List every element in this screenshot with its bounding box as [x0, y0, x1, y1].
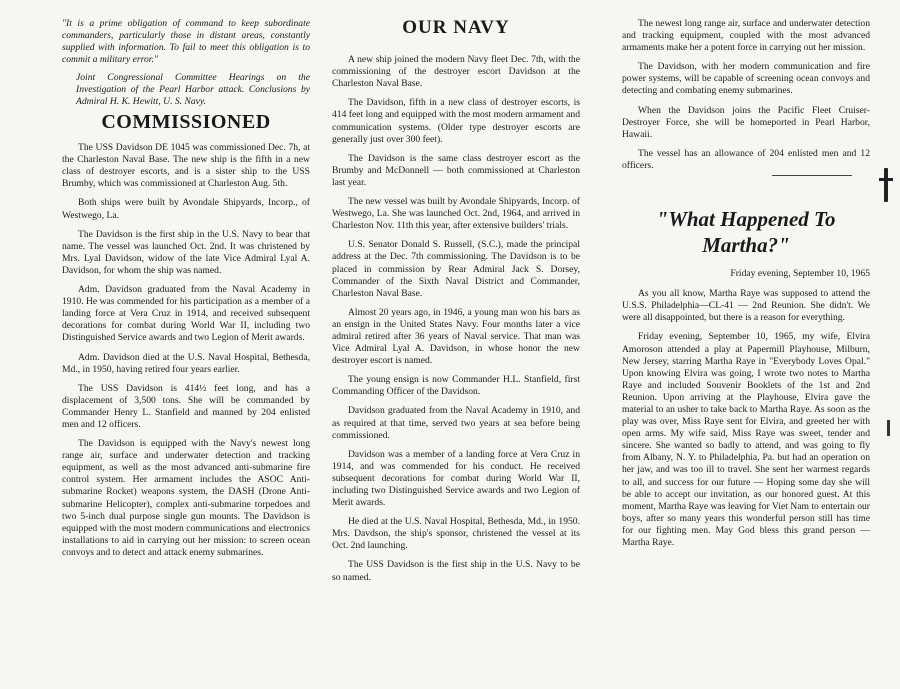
dateline: Friday evening, September 10, 1965 [730, 268, 870, 280]
binding-mark [879, 178, 893, 181]
binding-mark [884, 168, 888, 202]
paragraph: Friday evening, September 10, 1965, my wife, Elvira Amoroson attended a play at Papermill Playhouse, Milburn, New Jersey, starring Martha Raye in "Everybody Loves Opal." Upon knowing Elvira was going, I wrote two notes to Martha Raye and included Souvenir Booklets of the 1st and 2nd Reunion. Upon arriving at the Playhouse, Elvira gave the material to an usher to take back to Martha Raye. As soon as the play was over, Miss Raye sent for Elvira, and greeted her with open arms. My wife said, Miss Raye was sweet, tender and sincere. She wanted so badly to attend, and was going to fly from Albany, N. Y. to Philadelphia, Pa. but had an operation on her jaw, and was too ill to travel. She sent her warmest regards to all, and success for our future — Hoping some day she will be able to accept our invitation, as our honored guest. At this moment, Martha Raye was leaving for Viet Nam to entertain our boys, after so many years this wonderful person still has time for our fighting men. May God bless this grand person — Martha Raye. [622, 331, 870, 548]
column-middle [332, 18, 580, 591]
commissioned-heading: COMMISSIONED [101, 111, 271, 133]
paragraph: The vessel has an allowance of 204 enlisted men and 12 officers. [622, 147, 870, 171]
paragraph: Both ships were built by Avondale Shipyards, Incorp., of Westwego, La. [62, 197, 310, 221]
paragraph: The USS Davidson is the first ship in the U.S. Navy to be so named. [332, 559, 580, 583]
paragraph: The young ensign is now Commander H.L. Stanfield, first Commanding Officer of the Davidson. [332, 374, 580, 398]
paragraph: The newest long range air, surface and underwater detection and tracking equipment, coupled with the most advanced armaments make her a potent force in carrying out her mission. [622, 18, 870, 54]
paragraph: A new ship joined the modern Navy fleet Dec. 7th, with the commissioning of the destroyer escort Davidson at the Charleston Naval Base. [332, 54, 580, 90]
section-divider [772, 175, 852, 176]
binding-mark [887, 420, 890, 436]
quote-attribution: Joint Congressional Committee Hearings on the Investigation of the Pearl Harbor attack. Conclusions by Admiral H. K. Hewitt, U. S. Navy. [76, 72, 310, 107]
paragraph: U.S. Senator Donald S. Russell, (S.C.), made the principal address at the Dec. 7th commissioning. The Davidson is to be placed in commission by Rear Admiral Jack S. Dorsey, Commander of the Sixth Naval District and Commander, Charleston Naval Base. [332, 239, 580, 299]
paragraph: He died at the U.S. Naval Hospital, Bethesda, Md., in 1950. Mrs. Davdson, the ship's sponsor, christened the vessel at its Oct. 2nd launching. [332, 516, 580, 552]
paragraph: The new vessel was built by Avondale Shipyards, Incorp. of Westwego, La. She was launched Oct. 2nd, 1964, and arrived in Charleston Nov. 11th this year, after extensive builders' trials. [332, 196, 580, 232]
paragraph: Davidson was a member of a landing force at Vera Cruz in 1914, and was commended for his conduct. He received subsequent decorations for combat during World War II, including two Distinguished Service awards and two Legion of Merit awards. [332, 448, 580, 509]
paragraph: Davidson graduated from the Naval Academy in 1910, and as required at that time, served two years at sea before being commissioned. [332, 405, 580, 441]
paragraph: The Davidson is the first ship in the U.S. Navy to bear that name. The vessel was launched Oct. 2nd. It was christened by Mrs. Lyal Davidson, widow of the late Vice Admiral Lyal A. Davidson, for whom the ship was named. [62, 228, 310, 276]
pearl-harbor-quote: "It is a prime obligation of command to keep subordinate commanders, particularly those in distant areas, constantly supplied with information. To fail to meet this obligation is to commit a military error." [62, 18, 310, 65]
paragraph: The USS Davidson DE 1045 was commissioned Dec. 7h, at the Charleston Naval Base. The new ship is the fifth in a new class of destroyer escorts, and is a sister ship to the USS Brumby, which was commissioned at Charleston Aug. 5th. [62, 142, 310, 190]
paragraph: Adm. Davidson graduated from the Naval Academy in 1910. He was commended for his participation as a member of a landing force at Vera Cruz in 1914, and received subsequent decorations for combat during World War II, including two Distinguished Service awards and two Legion of Merit awards. [62, 284, 310, 344]
column-left [62, 18, 310, 566]
paragraph: When the Davidson joins the Pacific Fleet Cruiser-Destroyer Force, she will be homeported in Pearl Harbor, Hawaii. [622, 104, 870, 140]
paragraph: Almost 20 years ago, in 1946, a young man won his bars as an ensign in the United States Navy. Four months later a vice admiral retired after 36 years of Naval service. That man was Vice Admiral Lyal A. Davidson, in whose honor the new destroyer escort is named. [332, 306, 580, 367]
paragraph: The Davidson, fifth in a new class of destroyer escorts, is 414 feet long and equipped with the most modern armament and communication systems. (Older type destroyer escorts are generally just over 300 feet). [332, 97, 580, 145]
paragraph: The Davidson is the same class destroyer escort as the Brumby and McDonnell — both commissioned at Charleston last year. [332, 152, 580, 188]
martha-heading: "What Happened To Martha?" [656, 207, 836, 258]
our-navy-heading: OUR NAVY [402, 17, 510, 38]
paragraph: The Davidson is equipped with the Navy's newest long range air, surface and underwater detection and tracking equipment, as well as the most advanced anti-submarine fire control system. Her armament includes the ASOC Anti-submarine Rocket) weapons system, the DASH (Drone Anti-submarine Helicopter), complex anti-submarine torpedoes and two 5-inch dual purpose single gun mounts. The Davidson is equipped with the most modern communications and electronics installations to aid in carrying out her mission: to screen ocean convoys and to detect and attack enemy submarines. [62, 438, 310, 558]
column-right [622, 18, 870, 556]
paragraph: Adm. Davidson died at the U.S. Naval Hospital, Bethesda, Md., in 1950, having retired four years earlier. [62, 351, 310, 375]
paragraph: As you all know, Martha Raye was supposed to attend the U.S.S. Philadelphia—CL-41 — 2nd Reunion. She didn't. We were all disappointed, but there is a reason for everything. [622, 288, 870, 324]
paragraph: The Davidson, with her modern communication and fire power systems, will be capable of screening ocean convoys and detecting and combating enemy submarines. [622, 61, 870, 97]
paragraph: The USS Davidson is 414½ feet long, and has a displacement of 3,500 tons. She will be commanded by Commander Henry L. Stanfield and manned by 204 enlisted men and 12 officers. [62, 382, 310, 430]
